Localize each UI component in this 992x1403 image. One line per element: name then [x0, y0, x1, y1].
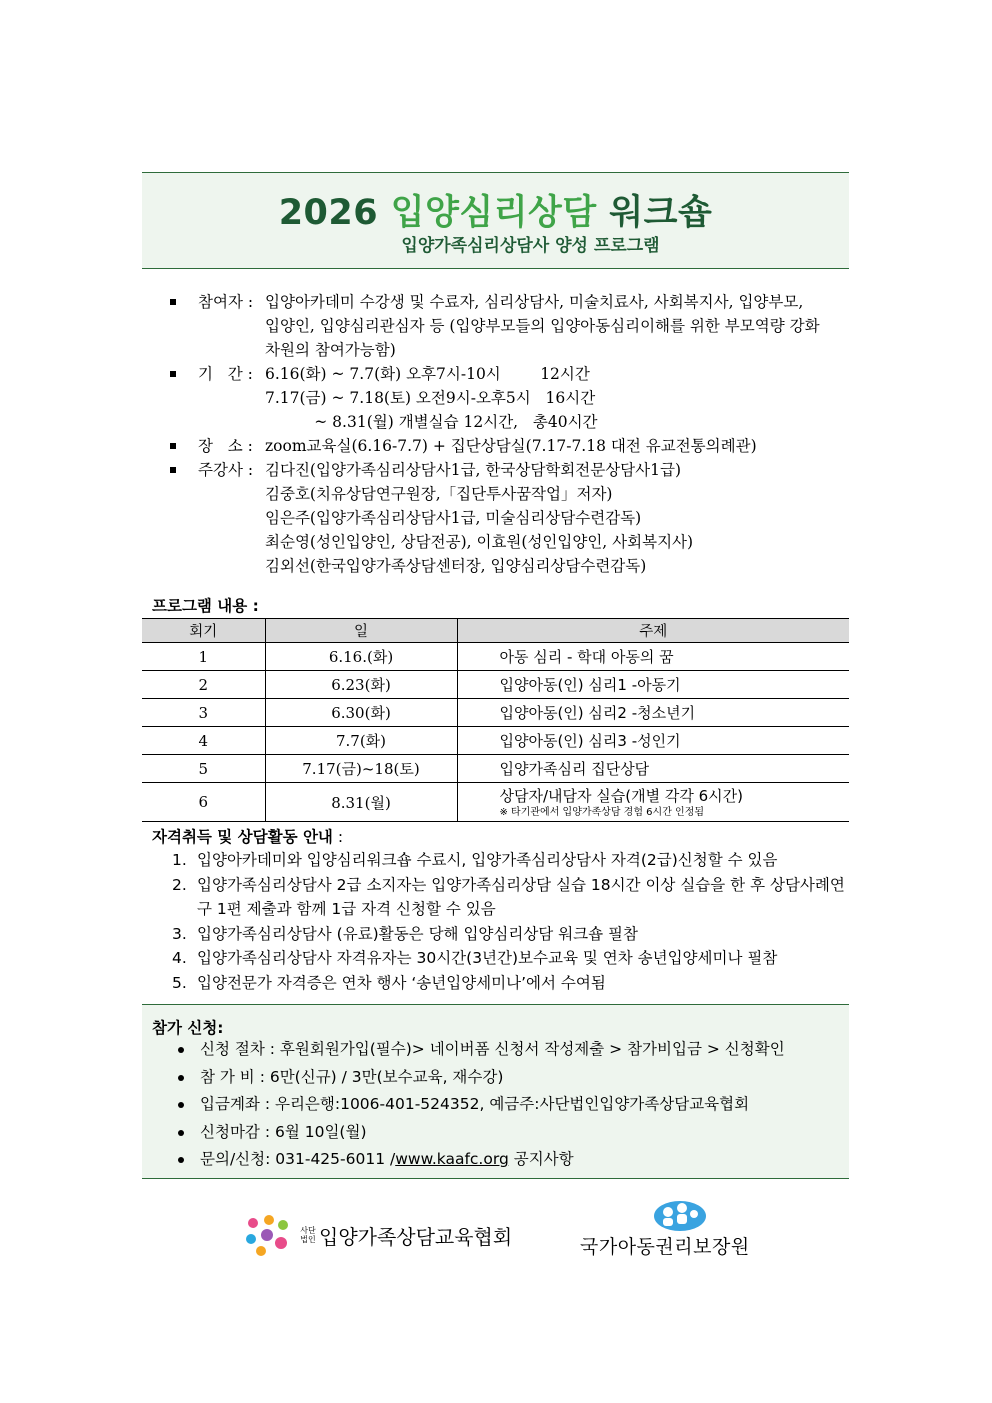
apply-section-title: 참가 신청: — [152, 1019, 224, 1037]
list-item — [172, 971, 852, 996]
page-subtitle: 입양가족심리상담사 양성 프로그램 — [401, 236, 660, 256]
item-number: 2. — [172, 875, 187, 894]
square-bullet-icon — [170, 443, 176, 449]
session-date: 6.23(화) — [265, 671, 457, 699]
program-table — [142, 618, 849, 822]
item-number: 5. — [172, 973, 187, 992]
apply-account: 입금계좌 : 우리은행:1006-401-524352, 예금주:사단법인입양가족상담교육협회 — [200, 1095, 750, 1113]
org1-logo — [243, 1213, 512, 1257]
session-date: 6.30(화) — [265, 699, 457, 727]
item-text: 입양아카데미와 입양심리워크숍 수료시, 입양가족심리상담사 자격(2급)신청할 수 있음 — [197, 851, 778, 869]
participants-line: 입양인, 입양심리관심자 등 (입양부모들의 입양아동심리이해를 위한 부모역량 강화 — [265, 317, 820, 335]
column-header: 주제 — [457, 619, 849, 643]
org1-small-label: 사단법인 — [300, 1226, 316, 1244]
org2-name: 국가아동권리보장원 — [580, 1236, 750, 1258]
session-topic: 아동 심리 - 학대 아동의 꿈 — [457, 643, 849, 671]
item-text: 입양가족심리상담사 자격유자는 30시간(3년간)보수교육 및 연차 송년입양세미나 필참 — [197, 949, 778, 967]
table-row — [142, 699, 849, 727]
list-item — [178, 1064, 785, 1092]
participants-label: 참여자 : — [198, 293, 254, 311]
qualification-title-colon: : — [332, 828, 344, 846]
place-label: 장 소 : — [198, 437, 253, 455]
qualification-list — [172, 848, 852, 995]
session-number: 1 — [142, 643, 265, 671]
title-year: 2026 — [278, 193, 379, 233]
item-text: 입양가족심리상담사 2급 소지자는 입양가족심리상담 실습 18시간 이상 실습을 한 후 상담사례연구 1편 제출과 함께 1급 자격 신청할 수 있음 — [197, 875, 845, 918]
table-row — [142, 727, 849, 755]
qualification-section-title — [152, 825, 343, 847]
apply-contact-suffix: 공지사항 — [508, 1150, 574, 1168]
session-date: 8.31(월) — [265, 783, 457, 822]
lecturer-label: 주강사 : — [198, 461, 254, 479]
list-item — [172, 946, 852, 971]
lecturer-line: 김다진(입양가족심리상담사1급, 한국상담학회전문상담사1급) — [265, 461, 681, 479]
org1-name: 입양가족상담교육협회 — [319, 1224, 513, 1249]
session-number: 5 — [142, 755, 265, 783]
lecturer-line: 최순영(성인입양인, 상담전공), 이효원(성인입양인, 사회복지사) — [265, 533, 694, 551]
session-topic: 입양아동(인) 심리3 -성인기 — [457, 727, 849, 755]
list-item — [172, 873, 852, 922]
list-item — [178, 1091, 785, 1119]
place-row — [170, 434, 830, 458]
session-note: ※ 타기관에서 입양가족상담 경험 6시간 인정됨 — [499, 807, 705, 818]
lecturer-line: 김중호(치유상담연구원장,「집단투사꿈작업」저자) — [265, 485, 613, 503]
list-item — [172, 848, 852, 873]
children-logo-icon — [635, 1196, 725, 1232]
place-line: zoom교육실(6.16-7.7) + 집단상담실(7.17-7.18 대전 유교전통의례관) — [265, 437, 757, 455]
bullet-icon — [178, 1157, 184, 1163]
flower-logo-icon — [243, 1213, 295, 1257]
item-text: 입양가족심리상담사 (유료)활동은 당해 입양심리상담 워크숍 필참 — [197, 924, 639, 943]
column-header: 일 — [265, 619, 457, 643]
list-item — [178, 1119, 785, 1147]
session-date: 6.16.(화) — [265, 643, 457, 671]
item-number: 1. — [172, 851, 187, 869]
bullet-icon — [178, 1130, 184, 1136]
period-line: 6.16(화) ~ 7.7(화) 오후7시-10시 12시간 — [265, 365, 590, 383]
list-item — [178, 1036, 785, 1064]
session-number: 6 — [142, 783, 265, 822]
title-box — [142, 172, 849, 269]
website-link[interactable]: www.kaafc.org — [395, 1150, 509, 1168]
apply-procedure: 신청 절차 : 후원회원가입(필수)> 네이버폼 신청서 작성제출 > 참가비입금 > 신청확인 — [200, 1040, 785, 1058]
column-header: 회기 — [142, 619, 265, 643]
lecturer-row — [170, 458, 830, 578]
program-section-title: 프로그램 내용 : — [152, 597, 259, 615]
participants-line: 입양아카데미 수강생 및 수료자, 심리상담사, 미술치료사, 사회복지사, 입양부모, — [265, 293, 804, 311]
lecturer-line: 김외선(한국입양가족상담센터장, 입양심리상담수련감독) — [265, 557, 647, 575]
apply-list — [178, 1036, 785, 1174]
period-line: 7.17(금) ~ 7.18(토) 오전9시-오후5시 16시간 — [265, 389, 596, 407]
session-date: 7.17(금)~18(토) — [265, 755, 457, 783]
table-row — [142, 671, 849, 699]
lecturer-line: 임은주(입양가족심리상담사1급, 미술심리상담수련감독) — [265, 509, 642, 527]
item-number: 3. — [172, 924, 187, 943]
apply-deadline: 신청마감 : 6월 10일(월) — [200, 1122, 367, 1141]
square-bullet-icon — [170, 467, 176, 473]
list-item — [172, 922, 852, 947]
session-number: 3 — [142, 699, 265, 727]
table-row — [142, 783, 849, 822]
session-number: 2 — [142, 671, 265, 699]
period-row — [170, 362, 830, 434]
qualification-title-text: 자격취득 및 상담활동 안내 — [152, 828, 333, 846]
session-topic-cell — [457, 783, 849, 822]
session-number: 4 — [142, 727, 265, 755]
session-topic: 입양가족심리 집단상담 — [457, 755, 849, 783]
table-header-row — [142, 619, 849, 643]
title-accent: 입양심리상담 — [390, 193, 597, 233]
bullet-icon — [178, 1075, 184, 1081]
table-row — [142, 643, 849, 671]
page-title — [142, 185, 849, 235]
item-number: 4. — [172, 949, 187, 967]
session-date: 7.7(화) — [265, 727, 457, 755]
table-row — [142, 755, 849, 783]
list-item — [178, 1146, 785, 1174]
title-end: 워크숍 — [609, 193, 713, 233]
apply-fee: 참 가 비 : 6만(신규) / 3만(보수교육, 재수강) — [200, 1067, 504, 1086]
org2-logo — [580, 1196, 760, 1260]
period-label: 기 간 : — [198, 365, 253, 383]
participants-row — [170, 290, 830, 362]
bullet-icon — [178, 1102, 184, 1108]
square-bullet-icon — [170, 371, 176, 377]
participants-line: 차원의 참여가능함) — [265, 341, 396, 359]
apply-contact: 문의/신청: 031-425-6011 / — [200, 1150, 396, 1168]
info-section — [170, 290, 830, 578]
session-topic: 상담자/내담자 실습(개별 각각 6시간) — [499, 787, 743, 805]
period-line: ~ 8.31(월) 개별실습 12시간, 총40시간 — [265, 413, 598, 431]
item-text: 입양전문가 자격증은 연차 행사 ‘송년입양세미나’에서 수여됨 — [197, 973, 606, 992]
square-bullet-icon — [170, 299, 176, 305]
session-topic: 입양아동(인) 심리2 -청소년기 — [457, 699, 849, 727]
bullet-icon — [178, 1047, 184, 1053]
session-topic: 입양아동(인) 심리1 -아동기 — [457, 671, 849, 699]
